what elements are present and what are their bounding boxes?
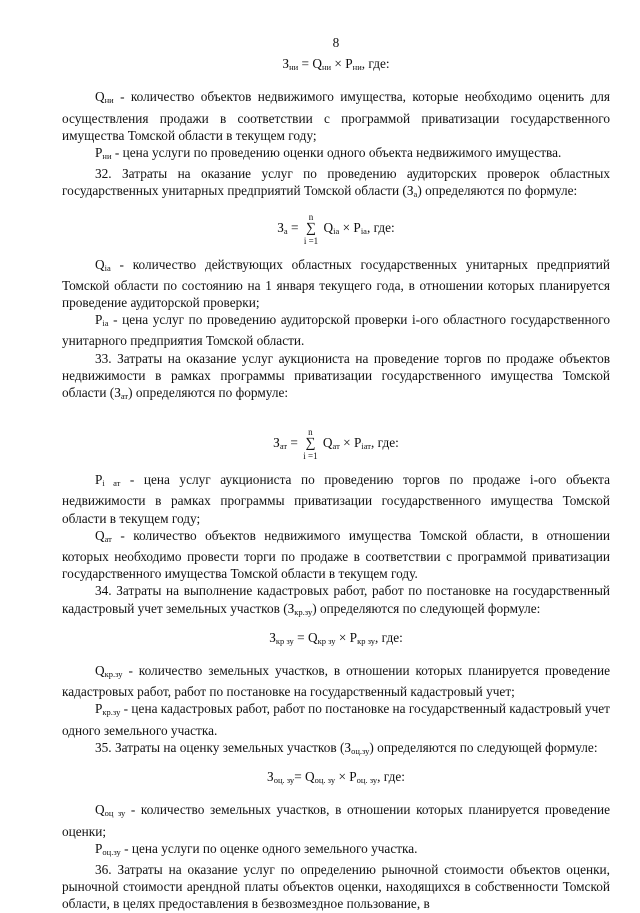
definition-q-krzu: $Q_{кр.зу}$ - количество земельных участков, в отношении которых планируется проведение кадастровых работ, работ по постановке на государственный кадастровый учет; (62, 663, 610, 700)
definition-p-ia: $P_{iа}$ - цена услуг по проведению аудиторской проверки i-ого областного государственного унитарного предприятия Томской области. (62, 312, 610, 349)
section-33: 33. Затраты на оказание услуг аукциониста на проведение торгов по продаже объектов недвижимости в рамках программы приватизации государственного имущества Томской области $(З_{ат})$ определяются по формуле: (62, 350, 610, 402)
section-34: 34. Затраты на выполнение кадастровых работ, работ по постановке на государственный кадастровый учет земельных участков $(З_{кр.зу})$ определяются по следующей формуле: (62, 583, 610, 617)
formula-zoczu: $З_{оц. зу}= Q_{оц. зу} \times P_{оц. зу}$, где: (267, 769, 405, 786)
definition-p-krzu: $P_{кр.зу}$ - цена кадастровых работ, работ по постановке на государственный кадастровый учет одного земельного участка. (62, 701, 610, 738)
definition-p-iat: $P_{i ат}$ - цена услуг аукциониста по проведению торгов по продаже i-ого объекта недвижимости в рамках программы приватизации государственного имущества Томской области в текущем году; (62, 472, 610, 526)
sum-symbol: n ∑ i =1 (303, 427, 318, 462)
definition-q-oczu: $Q_{оц зу}$ - количество земельных участков, в отношении которых планируется проведение оценки; (62, 802, 610, 839)
definition-q-at: $Q_{ат}$ - количество объектов недвижимого имущества Томской области, в отношении которых необходимо провести торги по продаже в соответствии с программой приватизации государственного имущества Томской области в текущем году. (62, 527, 610, 582)
definition-q-ia: $Q_{iа}$ - количество действующих областных государственных унитарных предприятий Томской области по состоянию на 1 января текущего года, в отношении которых планируется проведение аудиторской проверки; (62, 256, 610, 311)
definition-q-ni: $Q_{ни}$ - количество объектов недвижимого имущества, которые необходимо оценить для осуществления продажи в соответствии с программой приватизации государственного имущества Томской области в текущем году; (62, 89, 610, 143)
formula-zni: $З_{ни} = Q_{ни} \times P_{ни}$, где: (282, 56, 390, 73)
section-35: 35. Затраты на оценку земельных участков $(З_{оц.зу})$ определяются по следующей формуле: (95, 739, 598, 756)
section-32: 32. Затраты на оказание услуг по проведению аудиторских проверок областных государственных унитарных предприятий Томской области $(З_а)$ определяются по формуле: (62, 166, 610, 200)
formula-zkrzu: $З_{кр зу} = Q_{кр зу} \times P_{кр зу}$, где: (269, 629, 403, 646)
section-36: 36. Затраты на оказание услуг по определению рыночной стоимости объектов оценки, рыночной стоимости арендной платы объектов оценки, находящихся в собственности Томской области, в целях предоставления в безвозмездное пользование, в (62, 861, 610, 912)
page-number: 8 (332, 35, 340, 50)
definition-p-oczu: $P_{оц.зу}$ - цена услуги по оценке одного земельного участка. (95, 840, 418, 857)
formula-za: $З_а$ = n ∑ i =1 $Q_{iа} \times P_{iа}$, где: (277, 211, 395, 246)
sum-symbol: n ∑ i =1 (303, 211, 319, 246)
definition-p-ni: $P_{ни}$ - цена услуги по проведению оценки одного объекта недвижимого имущества. (95, 145, 562, 162)
formula-zat: $З_{ат}$ = n ∑ i =1 $Q_{ат} \times P_{iат}$, где: (273, 427, 399, 462)
document-page (62, 34, 610, 913)
